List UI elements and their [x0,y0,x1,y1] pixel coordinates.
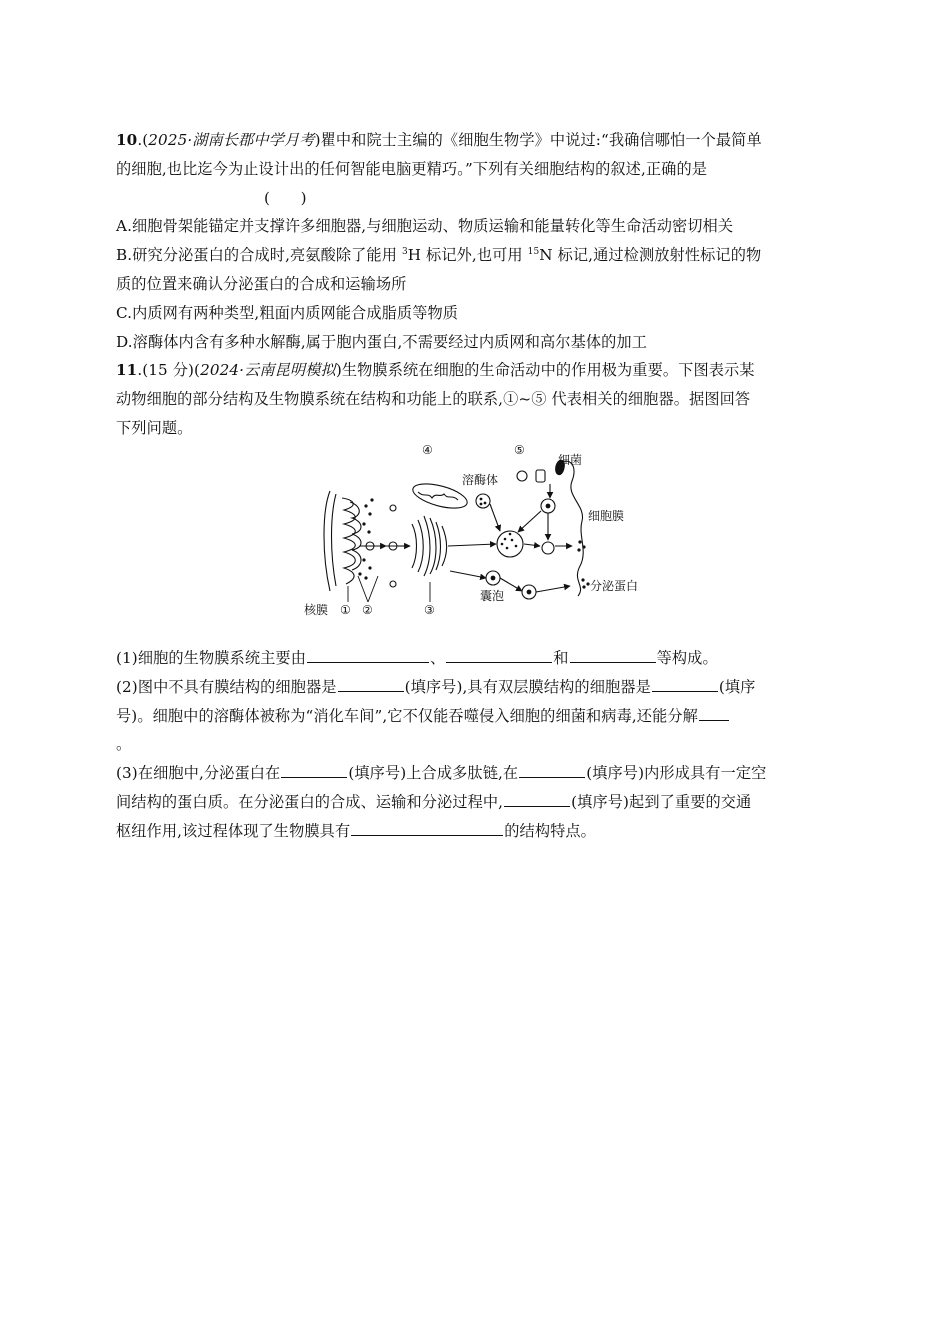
question-10 [116,126,836,443]
q11-part-3 [116,759,836,788]
q10-source-open: .( [137,131,149,149]
label-nuclear-membrane: 核膜 [304,603,329,617]
plasma-membrane [558,461,583,596]
q10-answer-paren: ( ) [264,188,307,207]
q11-score: .(15 分)( [137,361,201,380]
q11-line-1 [116,356,836,385]
q10-option-d: D.溶酶体内含有多种水解酶,属于胞内蛋白,不需要经过内质网和高尔基体的加工 [116,332,648,351]
q10-stem-2: 的细胞,也比迄今为止设计出的任何智能电脑更精巧。”下列有关细胞结构的叙述,正确的是 [116,159,708,178]
q11-part-3-line-3 [116,817,836,846]
question-11-parts [116,644,836,846]
rough-er [342,498,361,584]
q11-part-2-line-3: 。 [116,735,132,754]
answer-blank-10[interactable] [351,820,503,836]
label-organelle-4: ④ [422,443,433,457]
answer-blank-7[interactable] [281,762,347,778]
q11-source: 2024·云南昆明模拟 [200,361,336,380]
q11-p2-text-1: (2)图中不具有膜结构的细胞器是 [116,677,337,696]
label-secretory-protein: 分泌蛋白 [590,579,639,593]
nuclear-membrane [324,491,330,591]
q10-option-b-text-3: N 标记,通过检测放射性标记的物 [539,246,762,265]
q10-option-c: C.内质网有两种类型,粗面内质网能合成脂质等物质 [116,303,459,322]
label-bacteria: 细菌 [558,453,583,467]
label-lysosome: 溶酶体 [462,473,499,487]
q10-number: 10 [116,131,138,149]
q10-line-1 [116,126,836,155]
q11-p1-sep-2: 和 [553,649,569,667]
label-organelle-2: ② [362,603,373,617]
mitochondrion [410,479,469,513]
q10-source: 2025·湖南长郡中学月考 [148,131,315,149]
answer-blank-4[interactable] [338,676,404,692]
q11-part-1 [116,644,836,673]
q11-p3-text-6: 枢纽作用,该过程体现了生物膜具有 [116,821,351,840]
q11-p3-text-3: (填序号)内形成具有一定空 [586,764,767,783]
answer-blank-1[interactable] [307,647,429,663]
q11-p1-sep-1: 、 [429,649,446,667]
q10-option-a: A.细胞骨架能锚定并支撑许多细胞器,与细胞运动、物质运输和能量转化等生命活动密切相关 [116,217,734,236]
q11-p3-text-5: (填序号)起到了重要的交通 [571,792,752,811]
q10-stem-1: )瞿中和院士主编的《细胞生物学》中说过:“我确信哪怕一个最简单 [314,131,762,149]
cell-membrane-system-diagram [300,436,650,626]
label-vesicle: 囊泡 [480,589,505,603]
q11-part-2-line-2 [116,702,836,731]
answer-blank-8[interactable] [519,762,585,778]
golgi-apparatus [412,516,447,576]
q11-p1-text-2: 等构成。 [656,649,718,667]
q10-option-b-text-1: B.研究分泌蛋白的合成时,亮氨酸除了能用 [116,246,402,265]
q11-p2-text-2: (填序号),具有双层膜结构的细胞器是 [404,677,651,696]
label-organelle-3: ③ [424,603,435,617]
q11-stem-2: 动物细胞的部分结构及生物膜系统在结构和功能上的联系,①~⑤ 代表相关的细胞器。据图回答 [116,390,751,409]
answer-blank-2[interactable] [446,647,552,663]
q10-option-b [116,241,836,270]
q11-stem-3: 下列问题。 [116,418,193,437]
answer-blank-3[interactable] [570,647,656,663]
q11-p3-text-4: 间结构的蛋白质。在分泌蛋白的合成、运输和分泌过程中, [116,792,504,811]
q11-p3-text-2: (填序号)上合成多肽链,在 [348,764,519,783]
label-organelle-1: ① [340,603,351,617]
q11-p2-text-4: 号)。细胞中的溶酶体被称为“消化车间”,它不仅能吞噬侵入细胞的细菌和病毒,还能分解 [116,706,698,725]
q10-option-b-sup-15: 15 [527,247,540,258]
q10-option-b-text-2: H 标记外,也可用 [407,246,528,265]
q10-option-b-line-2: 质的位置来确认分泌蛋白的合成和运输场所 [116,274,407,293]
q11-p3-text-7: 的结构特点。 [504,821,596,840]
q11-number: 11 [116,361,138,380]
q11-p1-text-1: (1)细胞的生物膜系统主要由 [116,649,306,667]
answer-blank-5[interactable] [652,676,718,692]
label-organelle-5: ⑤ [514,443,525,457]
q11-part-2 [116,673,836,702]
q11-stem-1: )生物膜系统在细胞的生命活动中的作用极为重要。下图表示某 [335,361,755,380]
q11-part-3-line-2 [116,788,836,817]
q11-p3-text-1: (3)在细胞中,分泌蛋白在 [116,764,281,783]
label-cell-membrane: 细胞膜 [588,509,625,523]
q10-option-b-sup-3: 3 [401,247,408,258]
answer-blank-9[interactable] [504,791,570,807]
q11-p2-text-3: (填序 [718,677,756,696]
answer-blank-6[interactable] [699,705,729,721]
